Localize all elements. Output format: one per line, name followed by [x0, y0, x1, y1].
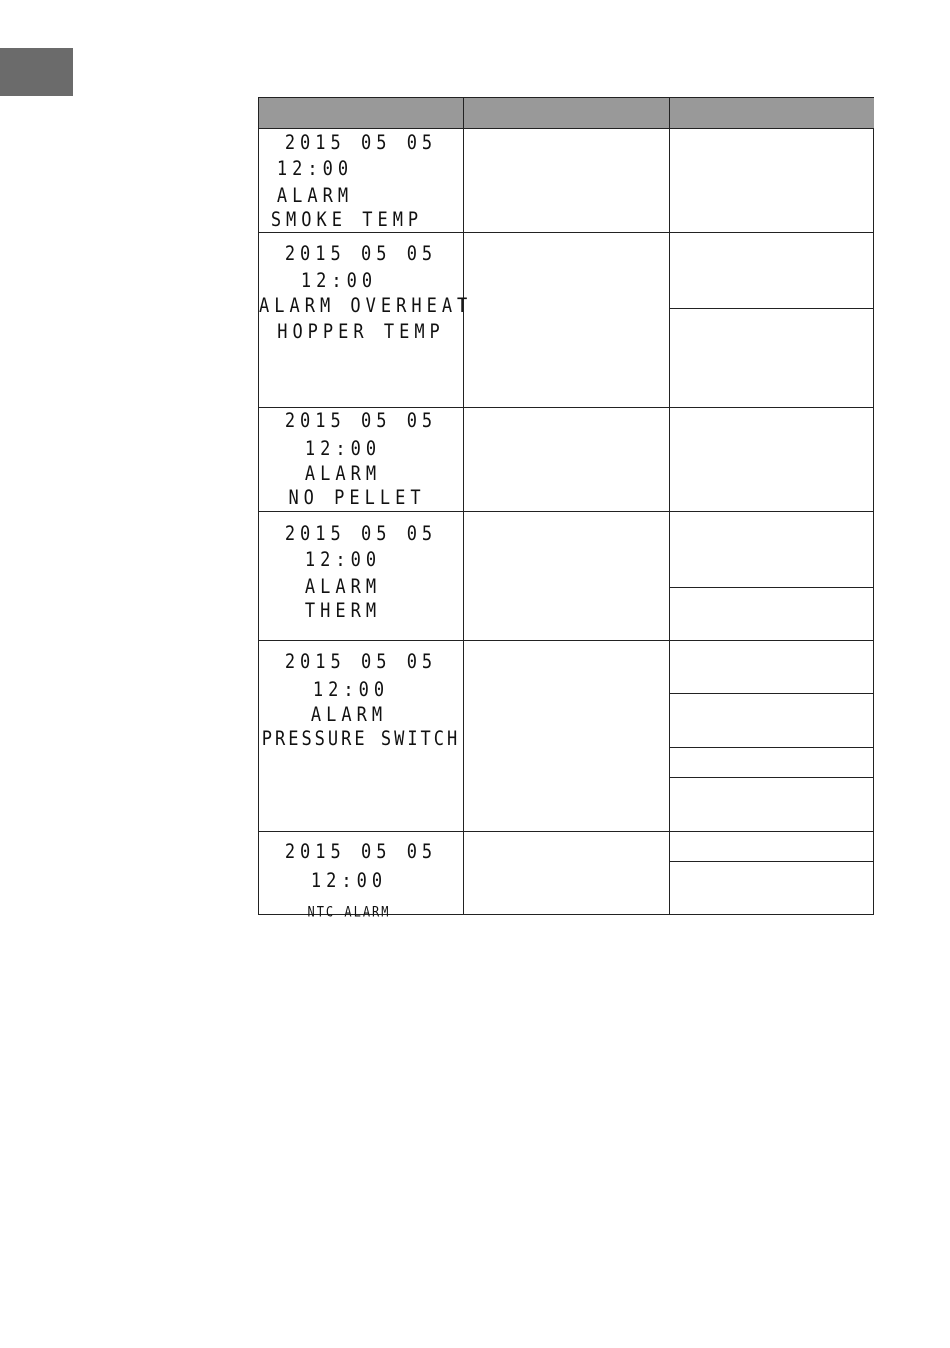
- lcd-time: 12:00: [304, 437, 382, 461]
- solution-cell: [670, 408, 873, 511]
- solution-cell: [670, 512, 873, 640]
- lcd-time: 12:00: [304, 548, 382, 572]
- cause-cell: [464, 641, 670, 831]
- cause-cell: [464, 832, 670, 914]
- lcd-alarm-type: NO PELLET: [288, 486, 426, 510]
- solution-subcell: [670, 694, 873, 748]
- solution-subcell: [670, 512, 873, 588]
- cause-cell: [464, 233, 670, 407]
- header-cell-display: [259, 98, 464, 129]
- table-row: [259, 832, 873, 921]
- lcd-display-cell: [259, 641, 464, 831]
- header-cell-solution: [670, 98, 874, 129]
- lcd-alarm-line: ALARM: [310, 703, 388, 727]
- table-row: [259, 512, 873, 641]
- lcd-time: 12:00: [300, 269, 378, 293]
- lcd-alarm-type: THERM: [304, 599, 382, 623]
- lcd-display-cell: [259, 129, 464, 232]
- lcd-display-cell: [259, 233, 473, 407]
- lcd-alarm-line: ALARM OVERHEAT: [259, 294, 473, 318]
- cause-cell: [464, 129, 670, 232]
- lcd-date: 2015 05 05: [284, 242, 438, 266]
- lcd-alarm-line: NTC ALARM: [307, 903, 391, 921]
- solution-subcell: [670, 233, 873, 309]
- table-row: [259, 408, 873, 512]
- lcd-display-cell: [259, 832, 464, 921]
- header-cell-cause: [464, 98, 670, 129]
- lcd-time: 12:00: [312, 678, 390, 702]
- lcd-date: 2015 05 05: [284, 840, 438, 864]
- lcd-display-cell: [259, 408, 464, 511]
- lcd-alarm-line: ALARM: [276, 184, 354, 208]
- lcd-date: 2015 05 05: [284, 409, 438, 433]
- table-row: [259, 641, 873, 832]
- lcd-display-cell: [259, 512, 464, 640]
- lcd-alarm-line: ALARM: [304, 462, 382, 486]
- cause-cell: [464, 512, 670, 640]
- solution-subcell: [670, 748, 873, 778]
- solution-subcell: [670, 832, 873, 862]
- table-row: [259, 233, 873, 408]
- lcd-alarm-type: PRESSURE SWITCH: [261, 727, 461, 751]
- lcd-alarm-type: SMOKE TEMP: [270, 208, 424, 232]
- table-row: [259, 129, 873, 233]
- lcd-time: 12:00: [276, 157, 354, 181]
- lcd-alarm-line: ALARM: [304, 575, 382, 599]
- lcd-date: 2015 05 05: [284, 522, 438, 546]
- solution-cell: [670, 832, 873, 914]
- alarm-table: [258, 97, 874, 921]
- solution-cell: [670, 641, 873, 831]
- solution-subcell: [670, 641, 873, 694]
- lcd-date: 2015 05 05: [284, 131, 438, 155]
- solution-cell: [670, 129, 873, 232]
- lcd-time: 12:00: [310, 869, 388, 893]
- page-language-tab: [0, 48, 73, 96]
- lcd-date: 2015 05 05: [284, 650, 438, 674]
- solution-cell: [670, 233, 873, 407]
- lcd-alarm-type: HOPPER TEMP: [277, 320, 445, 344]
- cause-cell: [464, 408, 670, 511]
